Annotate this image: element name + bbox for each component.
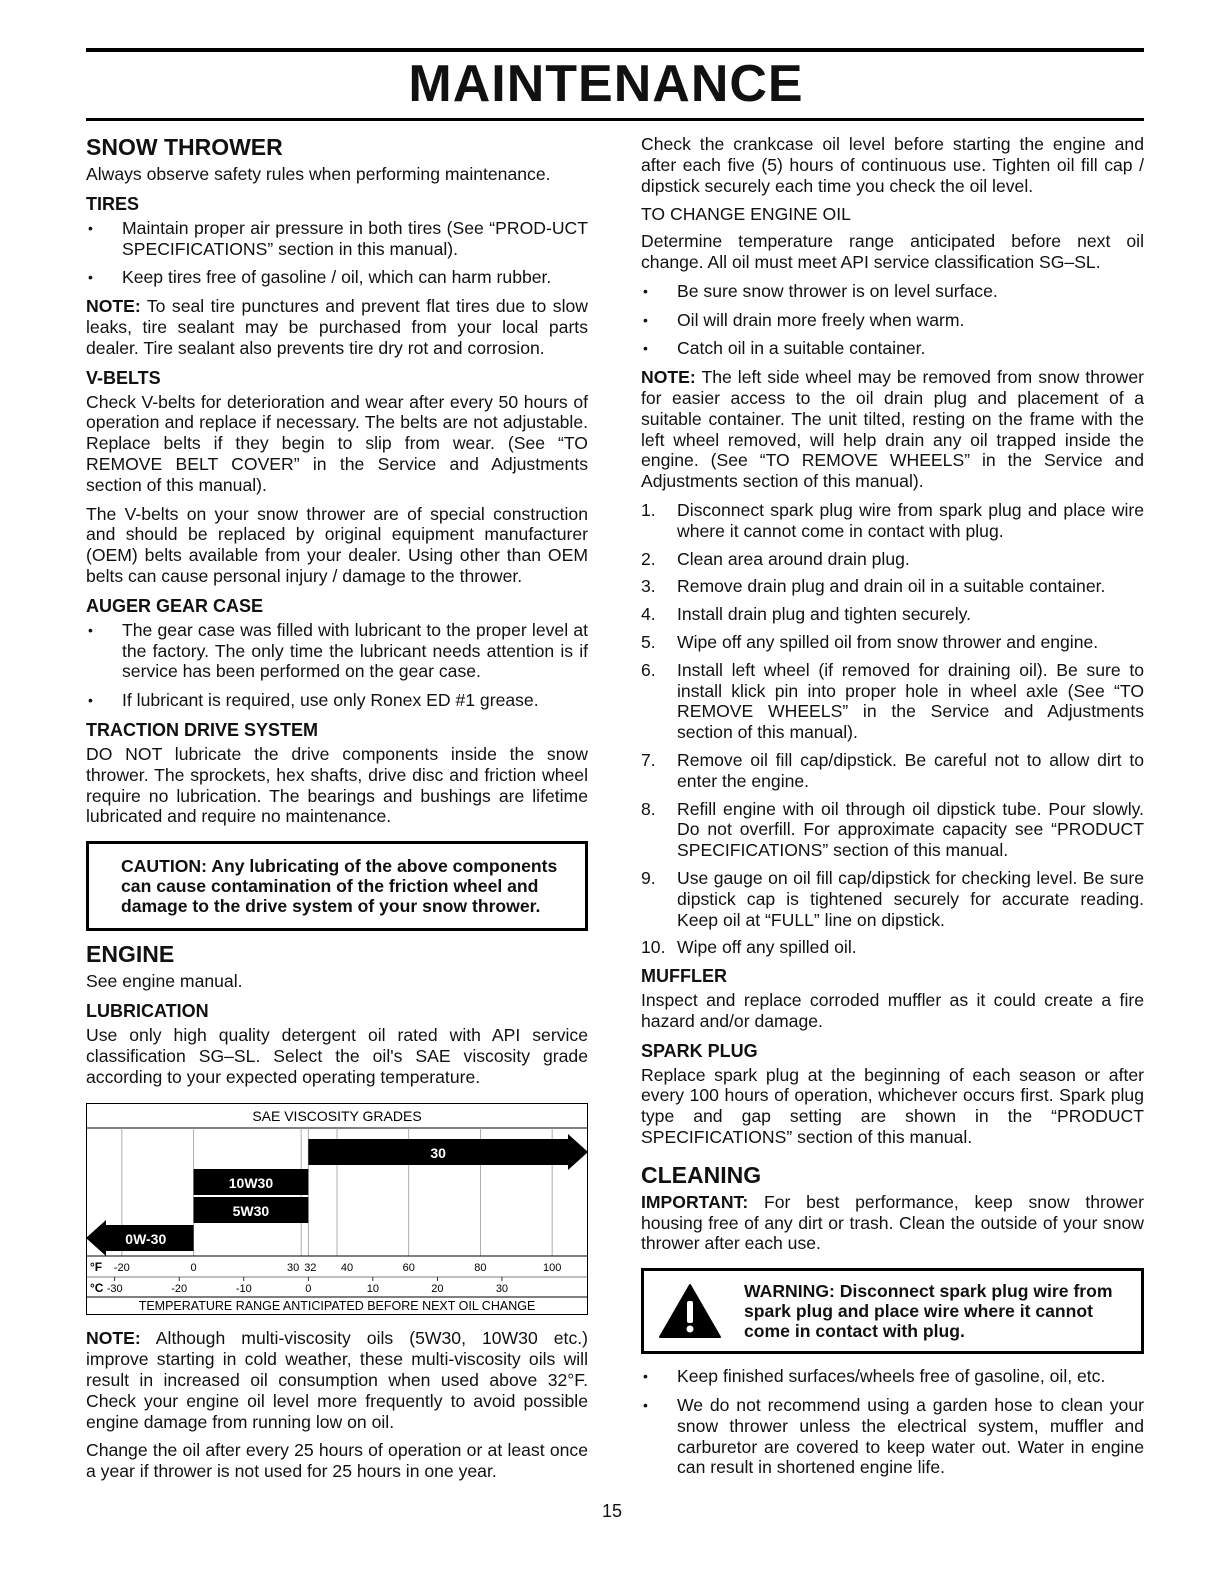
lubrication-paragraph: Use only high quality detergent oil rated with API service classification SG–SL. Select the oil's SAE viscosity grade according to your expected operating temperature.: [86, 1024, 588, 1087]
vbelts-paragraph-1: Check V-belts for deterioration and wear after every 50 hours of operation and replace if necessary. The belts are not adjustable. Replace belts if they begin to slip from wear. (See “TO REMOVE BELT COVER” in the Service and Adjustments section of this manual).: [86, 391, 588, 495]
step-item: [641, 799, 1144, 861]
c-tick-label: 10: [366, 1283, 379, 1296]
c-tick-label: -30: [106, 1283, 123, 1296]
f-tick-label: 80: [474, 1262, 487, 1275]
determine-paragraph: Determine temperature range anticipated before next oil change. All oil must meet API service classification SG–SL.: [641, 231, 1144, 272]
step-number: 9.: [641, 867, 656, 888]
lubrication-heading: LUBRICATION: [86, 1000, 209, 1021]
bar-30: [308, 1134, 588, 1170]
step-number: 8.: [641, 798, 656, 819]
step-text: Disconnect spark plug wire from spark plug and place wire where it cannot come in contact with plug.: [677, 499, 1144, 541]
bar-label: 0W-30: [125, 1231, 167, 1248]
snow-thrower-heading: SNOW THROWER: [86, 134, 283, 160]
warning-triangle-icon: [658, 1283, 722, 1339]
top-rule: [86, 48, 1144, 52]
step-number: 5.: [641, 631, 656, 652]
cleaning-heading: CLEANING: [641, 1161, 762, 1188]
change-oil-heading: TO CHANGE ENGINE OIL: [641, 204, 851, 225]
note-label: NOTE:: [641, 367, 696, 388]
vbelts-paragraph-2: The V-belts on your snow thrower are of special construction and should be replaced by original equipment manufacturer (OEM) belts available from your dealer. Using other than OEM belts can cause personal injury / damage to the thrower.: [86, 503, 588, 586]
list-item: • Keep tires free of gasoline / oil, which can harm rubber.: [86, 267, 588, 288]
bar-label: 5W30: [232, 1203, 270, 1220]
f-tick-label: 30: [287, 1262, 300, 1275]
list-item: • Maintain proper air pressure in both tires (See “PROD-UCT SPECIFICATIONS” section in this manual).: [86, 218, 588, 260]
step-text: Refill engine with oil through oil dipstick tube. Pour slowly. Do not overfill. For approximate capacity see “PRODUCT SPECIFICATIONS” section of this manual.: [677, 798, 1144, 861]
list-item: • If lubricant is required, use only Ronex ED #1 grease.: [86, 690, 588, 711]
f-tick-label: 40: [340, 1262, 354, 1275]
lubrication-note: [86, 1328, 588, 1432]
step-item: [641, 604, 1144, 625]
step-number: 4.: [641, 604, 656, 625]
step-item: [641, 750, 1144, 792]
right-column: [641, 134, 1144, 1486]
step-number: 6.: [641, 659, 656, 680]
c-tick-label: 30: [495, 1283, 509, 1296]
c-unit-label: °C: [90, 1281, 104, 1296]
chart-title: SAE VISCOSITY GRADES: [252, 1108, 422, 1125]
c-tick-label: 0: [305, 1283, 312, 1296]
engine-heading: ENGINE: [86, 941, 175, 968]
bar-label: 10W30: [228, 1175, 274, 1192]
c-tick-label: -20: [171, 1283, 188, 1296]
warning-text: WARNING: Disconnect spark plug wire from spark plug and place wire where it cannot come in contact with plug.: [744, 1281, 1113, 1342]
step-number: 7.: [641, 749, 656, 770]
note-label: NOTE:: [86, 1328, 141, 1349]
step-text: Install left wheel (if removed for draining oil). Be sure to install klick pin into proper hole in wheel axle (See “TO REMOVE WHEELS” in the Service and Adjustments section of this manual).: [677, 659, 1144, 743]
check-oil-paragraph: Check the crankcase oil level before starting the engine and after each five (5) hours of continuous use. Tighten oil fill cap / dipstick securely each time you check the oil level.: [641, 134, 1144, 196]
drain-note: [641, 367, 1144, 492]
f-tick-label: 100: [542, 1262, 562, 1275]
muffler-paragraph: Inspect and replace corroded muffler as it could create a fire hazard and/or damage.: [641, 990, 1144, 1031]
note-text: To seal tire punctures and prevent flat tires due to slow leaks, tire sealant may be purchased from your local parts dealer. Tire sealant also prevents tire dry rot and corrosion.: [86, 296, 588, 358]
step-item: [641, 500, 1144, 542]
list-item: • The gear case was filled with lubricant to the proper level at the factory. The only time the lubricant needs attention is if service has been performed on the gear case.: [86, 620, 588, 682]
tires-list: [86, 218, 588, 288]
auger-heading: AUGER GEAR CASE: [86, 595, 264, 616]
traction-heading: TRACTION DRIVE SYSTEM: [86, 719, 319, 740]
snow-thrower-intro: Always observe safety rules when performing maintenance.: [86, 164, 551, 184]
step-item: [641, 576, 1144, 597]
page-title: MAINTENANCE: [408, 55, 804, 113]
c-tick-label: -10: [235, 1283, 252, 1296]
caution-box: [86, 841, 588, 931]
list-item: • Be sure snow thrower is on level surface.: [641, 281, 1144, 302]
spark-plug-paragraph: Replace spark plug at the beginning of each season or after every 100 hours of operation, whichever occurs first. Spark plug type and gap setting are shown in the “PRODUCT SPECIFICATIONS” section of this manual.: [641, 1064, 1144, 1148]
f-tick-label: 60: [402, 1262, 415, 1275]
list-item: • Keep finished surfaces/wheels free of gasoline, oil, etc.: [641, 1366, 1144, 1387]
step-text: Install drain plug and tighten securely.: [677, 604, 972, 625]
cleaning-bullets: [641, 1366, 1144, 1478]
step-text: Remove drain plug and drain oil in a suitable container.: [677, 576, 1106, 597]
list-item: • We do not recommend using a garden hose to clean your snow thrower unless the electrical system, muffler and carburetor are covered to keep water out. Water in engine can result in shortened engine life.: [641, 1395, 1144, 1478]
warning-box: [641, 1268, 1144, 1354]
spark-plug-heading: SPARK PLUG: [641, 1040, 758, 1061]
important-text: For best performance, keep snow thrower housing free of any dirt or trash. Clean the outside of your snow thrower after each use.: [641, 1191, 1144, 1254]
sae-viscosity-chart: [86, 1103, 588, 1315]
oil-change-steps: [641, 500, 1144, 958]
step-item: [641, 660, 1144, 743]
step-item: [641, 937, 1144, 958]
tires-note: [86, 296, 588, 358]
important-label: IMPORTANT:: [641, 1191, 749, 1212]
step-text: Wipe off any spilled oil from snow thrower and engine.: [677, 631, 1099, 652]
step-item: [641, 632, 1144, 653]
f-tick-label: -20: [113, 1262, 130, 1275]
note-label: NOTE:: [86, 296, 141, 317]
f-tick-label: 0: [190, 1262, 197, 1275]
step-number: 2.: [641, 548, 656, 569]
step-item: [641, 549, 1144, 570]
muffler-heading: MUFFLER: [641, 966, 727, 987]
title-rule: [86, 118, 1144, 121]
oil-bullets: [641, 281, 1144, 359]
tires-heading: TIRES: [86, 193, 140, 214]
step-text: Clean area around drain plug.: [677, 548, 910, 569]
f-unit-label: °F: [90, 1260, 103, 1275]
chart-xlabel: TEMPERATURE RANGE ANTICIPATED BEFORE NEXT OIL CHANGE: [138, 1299, 536, 1314]
auger-list: [86, 620, 588, 711]
step-text: Wipe off any spilled oil.: [677, 937, 857, 958]
step-number: 10.: [641, 937, 666, 958]
note-text: The left side wheel may be removed from snow thrower for easier access to the oil drain plug and placement of a suitable container. The unit tilted, resting on the frame with the left wheel removed, will help drain any oil trapped inside the engine. (See “TO REMOVE WHEELS” in the Service and Adjustments section of this manual).: [641, 367, 1144, 492]
c-tick-label: 20: [431, 1283, 444, 1296]
bar-label: 30: [430, 1145, 446, 1162]
step-text: Remove oil fill cap/dipstick. Be careful not to allow dirt to enter the engine.: [677, 749, 1144, 791]
caution-text: CAUTION: Any lubricating of the above components can cause contamination of the friction wheel and damage to the drive system of your snow thrower.: [121, 856, 558, 917]
list-item: • Oil will drain more freely when warm.: [641, 310, 1144, 331]
important-paragraph: [641, 1192, 1144, 1254]
engine-intro: See engine manual.: [86, 971, 243, 992]
left-column: [86, 134, 588, 1490]
step-number: 1.: [641, 499, 656, 520]
page-number: 15: [602, 1501, 623, 1521]
step-item: [641, 868, 1144, 930]
step-number: 3.: [641, 576, 656, 597]
oil-change-paragraph: Change the oil after every 25 hours of operation or at least once a year if thrower is not used for 25 hours in one year.: [86, 1440, 588, 1482]
note-text: Although multi-viscosity oils (5W30, 10W30 etc.) improve starting in cold weather, these multi-viscosity oils will result in increased oil consumption when used above 32°F. Check your engine oil level more frequently to avoid possible engine damage from running low on oil.: [86, 1328, 588, 1432]
traction-paragraph: DO NOT lubricate the drive components inside the snow thrower. The sprockets, hex shafts, drive disc and friction wheel require no lubrication. The bearings and bushings are lifetime lubricated and require no maintenance.: [86, 743, 588, 827]
vbelts-heading: V-BELTS: [86, 367, 161, 388]
list-item: • Catch oil in a suitable container.: [641, 338, 1144, 359]
f-tick-label: 32: [304, 1262, 317, 1275]
step-text: Use gauge on oil fill cap/dipstick for checking level. Be sure dipstick cap is tightened securely for accurate reading. Keep oil at “FULL” line on dipstick.: [677, 867, 1144, 930]
